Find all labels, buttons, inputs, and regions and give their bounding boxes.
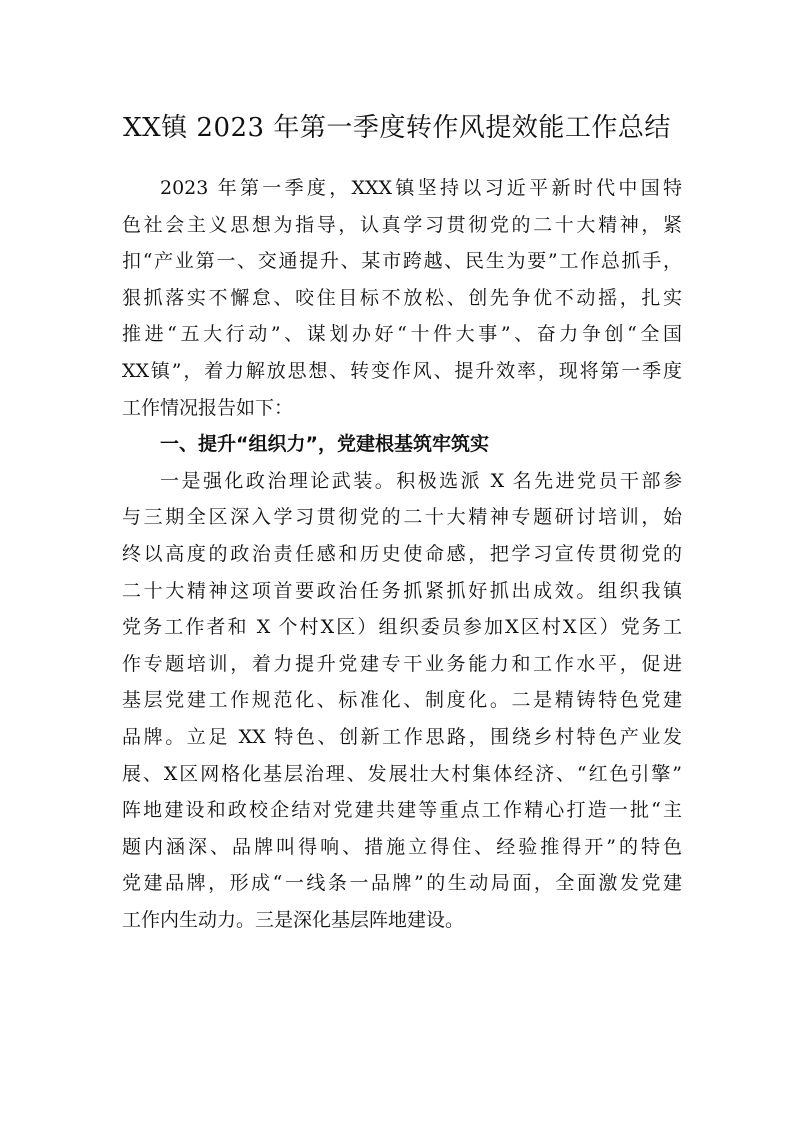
paragraph-line: 扣“产业第一、交通提升、某市跨越、民生为要”工作总抓手， xyxy=(122,250,682,273)
paragraph-line: 品牌。立足 XX 特色、创新工作思路，围绕乡村特色产业发 xyxy=(122,725,682,748)
paragraph-line: 终以高度的政治责任感和历史使命感，把学习宣传贯彻党的 xyxy=(122,542,682,565)
paragraph-line: 2023 年第一季度，XXX镇坚持以习近平新时代中国特 xyxy=(160,177,682,199)
paragraph-line: 工作内生动力。三是深化基层阵地建设。 xyxy=(122,908,465,931)
paragraph-line: 基层党建工作规范化、标准化、制度化。二是精铸特色党建 xyxy=(122,689,682,712)
paragraph-line: 狠抓落实不懈怠、咬住目标不放松、创先争优不动摇，扎实 xyxy=(122,286,682,309)
paragraph-line: 二十大精神这项首要政治任务抓紧抓好抓出成效。组织我镇 xyxy=(122,579,682,602)
paragraph-line: 党建品牌，形成“一线条一品牌”的生动局面，全面激发党建 xyxy=(122,872,682,895)
paragraph-line: 作专题培训，着力提升党建专干业务能力和工作水平，促进 xyxy=(122,652,682,675)
paragraph-line: 党务工作者和 X 个村X区）组织委员参加X区村X区）党务工 xyxy=(122,616,682,639)
document-body xyxy=(122,170,682,938)
paragraph-line: 工作情况报告如下： xyxy=(122,396,294,419)
document-title: XX镇 2023 年第一季度转作风提效能工作总结 xyxy=(123,113,671,143)
paragraph-line: 展、X区网格化基层治理、发展壮大村集体经济、“红色引擎” xyxy=(122,762,682,785)
paragraph-line: 一是强化政治理论武装。积极选派 X 名先进党员干部参 xyxy=(160,469,682,492)
paragraph-line: 题内涵深、品牌叫得响、措施立得住、经验推得开”的特色 xyxy=(122,835,682,858)
paragraph-line: 色社会主义思想为指导，认真学习贯彻党的二十大精神，紧 xyxy=(122,213,682,236)
paragraph-line: 推进“五大行动”、谋划办好“十件大事”、奋力争创“全国 xyxy=(122,323,682,346)
paragraph-line: 与三期全区深入学习贯彻党的二十大精神专题研讨培训，始 xyxy=(122,506,682,529)
paragraph-line: XX镇”，着力解放思想、转变作风、提升效率，现将第一季度 xyxy=(122,359,682,382)
section-heading: 一、提升“组织力”，党建根基筑牢筑实 xyxy=(160,433,489,456)
paragraph-line: 阵地建设和政校企结对党建共建等重点工作精心打造一批“主 xyxy=(122,799,682,822)
